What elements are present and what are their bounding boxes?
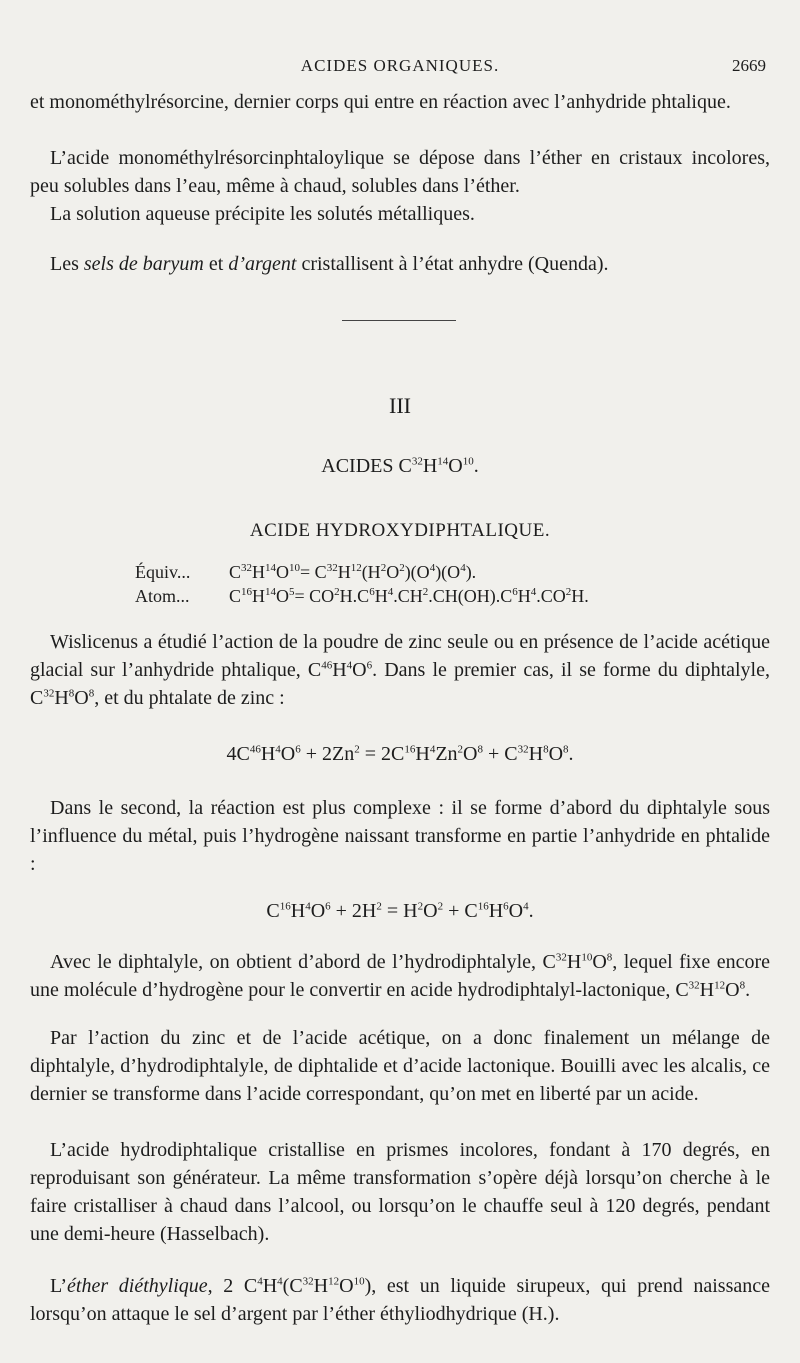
formula-superscript: 6 (369, 586, 375, 598)
formula-superscript: 10 (289, 562, 301, 574)
formula-text: .CH (393, 586, 423, 606)
formula-text: Wislicenus a étudié l’action de la poudre de zinc seule ou en présence de l’acide acétique glacial sur l’anhydride phtalique, C (30, 631, 770, 681)
st-c: O (448, 455, 463, 477)
formula-superscript: 8 (563, 743, 569, 756)
header-title: ACIDES ORGANIQUES. (300, 56, 500, 75)
formula-text: 4C (226, 743, 250, 765)
formula-text: H (260, 743, 276, 765)
salts-text-a: Les (50, 253, 84, 275)
formula-superscript: 2 (565, 586, 572, 598)
formula-text: H (252, 562, 266, 582)
formula-atom (135, 584, 589, 608)
formula-superscript: 4 (387, 586, 394, 598)
formula-superscript: 8 (739, 979, 746, 992)
paragraph-hydrodiphtalyle (30, 948, 770, 1004)
formula-superscript: 6 (325, 900, 331, 913)
formula-text: H.C (339, 586, 370, 606)
paragraph-zinc-action: Par l’action du zinc et de l’acide acétique, on a donc finalement un mélange de diphtalyle, d’hydrodiphtalyle, de diphtalide et d’acide lactonique. Bouilli avec les alcalis, ce dernier se transforme dans l’acide correspondant, qu’on met en liberté par un acide. (30, 1027, 770, 1105)
formula-text: O (74, 687, 89, 709)
formula-superscript: 12 (350, 562, 362, 574)
section-divider (342, 320, 456, 321)
formula-text: O (276, 586, 290, 606)
paragraph-continuation: et monométhylrésorcine, dernier corps qui entre en réaction avec l’anhydride phtalique. (30, 91, 731, 113)
salts-text-c: et (203, 253, 229, 275)
formula-superscript: 10 (581, 951, 593, 964)
st-s2: 14 (437, 455, 449, 468)
paragraph-ether (30, 1272, 770, 1328)
formula-superscript: 4 (429, 562, 436, 574)
formula-superscript: 32 (43, 687, 55, 700)
formula-superscript: 2 (457, 743, 464, 756)
formula-text: O (310, 900, 326, 922)
paragraph-acid-description: L’acide monométhylrésorcinphtaloylique se dépose dans l’éther en cristaux incolores, peu solubles dans l’eau, même à chaud, solubles dans l’éther. (30, 147, 770, 197)
formula-superscript: 32 (555, 951, 567, 964)
formula-text: O (280, 743, 296, 765)
paragraph-solution: La solution aqueuse précipite les solutés métalliques. (50, 203, 475, 225)
salts-italic-argent: d’argent (228, 253, 297, 275)
formula-superscript: 46 (321, 659, 333, 672)
formula-superscript: 8 (68, 687, 75, 700)
equation-1 (30, 740, 770, 768)
formula-superscript: 5 (289, 586, 295, 598)
formula-text: C (229, 562, 242, 582)
formula-text: C (229, 586, 242, 606)
formula-superscript: 8 (543, 743, 549, 756)
formula-superscript: 4 (460, 562, 466, 574)
formula-equiv (135, 560, 476, 584)
formula-text: )(O (435, 562, 461, 582)
st-s3: 10 (462, 455, 474, 468)
formula-superscript: 32 (302, 1275, 314, 1288)
paragraph-crystallisation: L’acide hydrodiphtalique cristallise en prismes incolores, fondant à 170 degrés, en reproduisant son générateur. La même transformation s’opère déjà lorsqu’on cherche à le faire cristalliser à chaud dans l’alcool, ou lorsqu’on le chauffe seul à 120 degrés, pendant une demi-heure (Hasselbach). (30, 1139, 770, 1245)
formula-superscript: 2 (380, 562, 387, 574)
formula-text: O (508, 900, 524, 922)
formula-text: ). (465, 562, 477, 582)
formula-superscript: 6 (503, 900, 509, 913)
formula-superscript: 12 (714, 979, 726, 992)
formula-text: .CO (536, 586, 566, 606)
formula-superscript: 32 (688, 979, 700, 992)
formula-superscript: 12 (328, 1275, 340, 1288)
formula-text: H (415, 743, 430, 765)
formula-text: H (54, 687, 69, 709)
formula-text: = 2C (359, 743, 405, 765)
formula-text: O (339, 1275, 354, 1297)
paragraph-salts (30, 250, 770, 278)
equiv-formula (229, 560, 476, 584)
formula-superscript: 46 (249, 743, 261, 756)
equiv-label: Équiv... (135, 562, 191, 582)
formula-superscript: 4 (530, 586, 537, 598)
section-number: III (389, 393, 411, 418)
formula-text: H (290, 900, 306, 922)
formula-text: H (262, 1275, 278, 1297)
formula-superscript: 2 (354, 743, 360, 756)
ether-c: , est un liquide sirupeux, qui prend naissance lorsqu’on attaque le sel d’argent par l’éther éthyliodhydrique (H.). (30, 1275, 770, 1325)
formula-superscript: 16 (404, 743, 416, 756)
formula-text: Avec le diphtalyle, on obtient d’abord de l’hydrodiphtalyle, C (50, 951, 556, 973)
formula-text: = C (300, 562, 327, 582)
formula-text: + C (482, 743, 518, 765)
ether-italic: éther diéthylique (67, 1275, 208, 1297)
equation-2 (30, 897, 770, 925)
running-header (30, 52, 770, 82)
formula-text: Zn (435, 743, 458, 765)
formula-superscript: 32 (241, 562, 253, 574)
formula-text: . (568, 743, 574, 765)
formula-superscript: 4 (523, 900, 529, 913)
formula-text: O (592, 951, 607, 973)
page-number: 2669 (732, 56, 766, 75)
formula-text: , lequel fixe encore une molécule d’hydrogène pour le convertir en acide hydrodiphtalyl-lactonique, C (30, 951, 770, 1001)
formula-superscript: 6 (295, 743, 301, 756)
formula-superscript: 8 (88, 687, 95, 700)
formula-text: = H (381, 900, 418, 922)
formula-text: C (266, 900, 280, 922)
formula-text: H (313, 1275, 329, 1297)
formula-text: , 2 C (207, 1275, 258, 1297)
formula-superscript: 16 (477, 900, 489, 913)
formula-superscript: 2 (437, 900, 444, 913)
formula-text: O (423, 900, 438, 922)
formula-superscript: 2 (376, 900, 382, 913)
formula-text: + 2H (330, 900, 377, 922)
formula-superscript: 32 (326, 562, 338, 574)
formula-superscript: 8 (606, 951, 613, 964)
formula-superscript: 4 (429, 743, 436, 756)
st-a: ACIDES C (321, 455, 412, 477)
formula-superscript: 4 (257, 1275, 263, 1288)
salts-italic-baryum: sels de baryum (83, 253, 204, 275)
formula-superscript: 10 (353, 1275, 365, 1288)
formula-superscript: 2 (417, 900, 424, 913)
formula-superscript: 4 (305, 900, 311, 913)
formula-text: (C (282, 1275, 303, 1297)
formula-text: H (337, 562, 351, 582)
formula-superscript: 6 (366, 659, 373, 672)
formula-text: O (386, 562, 400, 582)
ether-formula (208, 1275, 372, 1297)
formula-text: O (725, 979, 740, 1001)
formula-text: . (528, 900, 534, 922)
formula-superscript: 2 (334, 586, 340, 598)
formula-text: H (252, 586, 266, 606)
st-b: H (422, 455, 438, 477)
st-d: . (473, 455, 479, 477)
formula-text: = CO (294, 586, 335, 606)
formula-text: . Dans le premier cas, il se forme du diphtalyle, C (30, 659, 770, 709)
formula-text: H (332, 659, 347, 681)
formula-text: + C (443, 900, 478, 922)
formula-superscript: 16 (279, 900, 291, 913)
atom-label: Atom... (135, 586, 190, 606)
formula-superscript: 14 (265, 586, 277, 598)
formula-text: + 2Zn (300, 743, 355, 765)
formula-text: H (517, 586, 531, 606)
atom-formula (229, 584, 589, 608)
formula-superscript: 14 (265, 562, 277, 574)
formula-text: O (352, 659, 367, 681)
formula-text: ) (364, 1275, 372, 1297)
formula-text: , et du phtalate de zinc : (94, 687, 285, 709)
formula-text: H. (571, 586, 589, 606)
salts-text-e: cristallisent à l’état anhydre (Quenda). (296, 253, 609, 275)
formula-text: )(O (404, 562, 430, 582)
formula-superscript: 2 (422, 586, 429, 598)
acid-title: ACIDE HYDROXYDIPHTALIQUE. (249, 520, 551, 541)
formula-superscript: 32 (517, 743, 529, 756)
paragraph-wislicenus (30, 628, 770, 712)
section-title (30, 452, 770, 480)
formula-text: O (463, 743, 478, 765)
st-s1: 32 (411, 455, 423, 468)
formula-superscript: 2 (399, 562, 405, 574)
formula-text: H (488, 900, 504, 922)
formula-text: H (699, 979, 715, 1001)
formula-text: H (566, 951, 582, 973)
formula-superscript: 16 (241, 586, 253, 598)
formula-superscript: 6 (512, 586, 518, 598)
formula-text: H (528, 743, 544, 765)
ether-a: L’ (50, 1275, 68, 1297)
paragraph-second-case: Dans le second, la réaction est plus complexe : il se forme d’abord du diphtalyle sous l’influence du métal, puis l’hydrogène naissant transforme en partie l’anhydride en phtalide : (30, 797, 770, 875)
formula-text: O (548, 743, 564, 765)
formula-text: .CH(OH).C (428, 586, 513, 606)
formula-superscript: 4 (275, 743, 281, 756)
formula-text: . (745, 979, 751, 1001)
formula-superscript: 8 (477, 743, 483, 756)
formula-text: H (374, 586, 388, 606)
formula-superscript: 4 (346, 659, 353, 672)
formula-text: O (276, 562, 290, 582)
formula-superscript: 4 (277, 1275, 283, 1288)
formula-text: (H (361, 562, 381, 582)
